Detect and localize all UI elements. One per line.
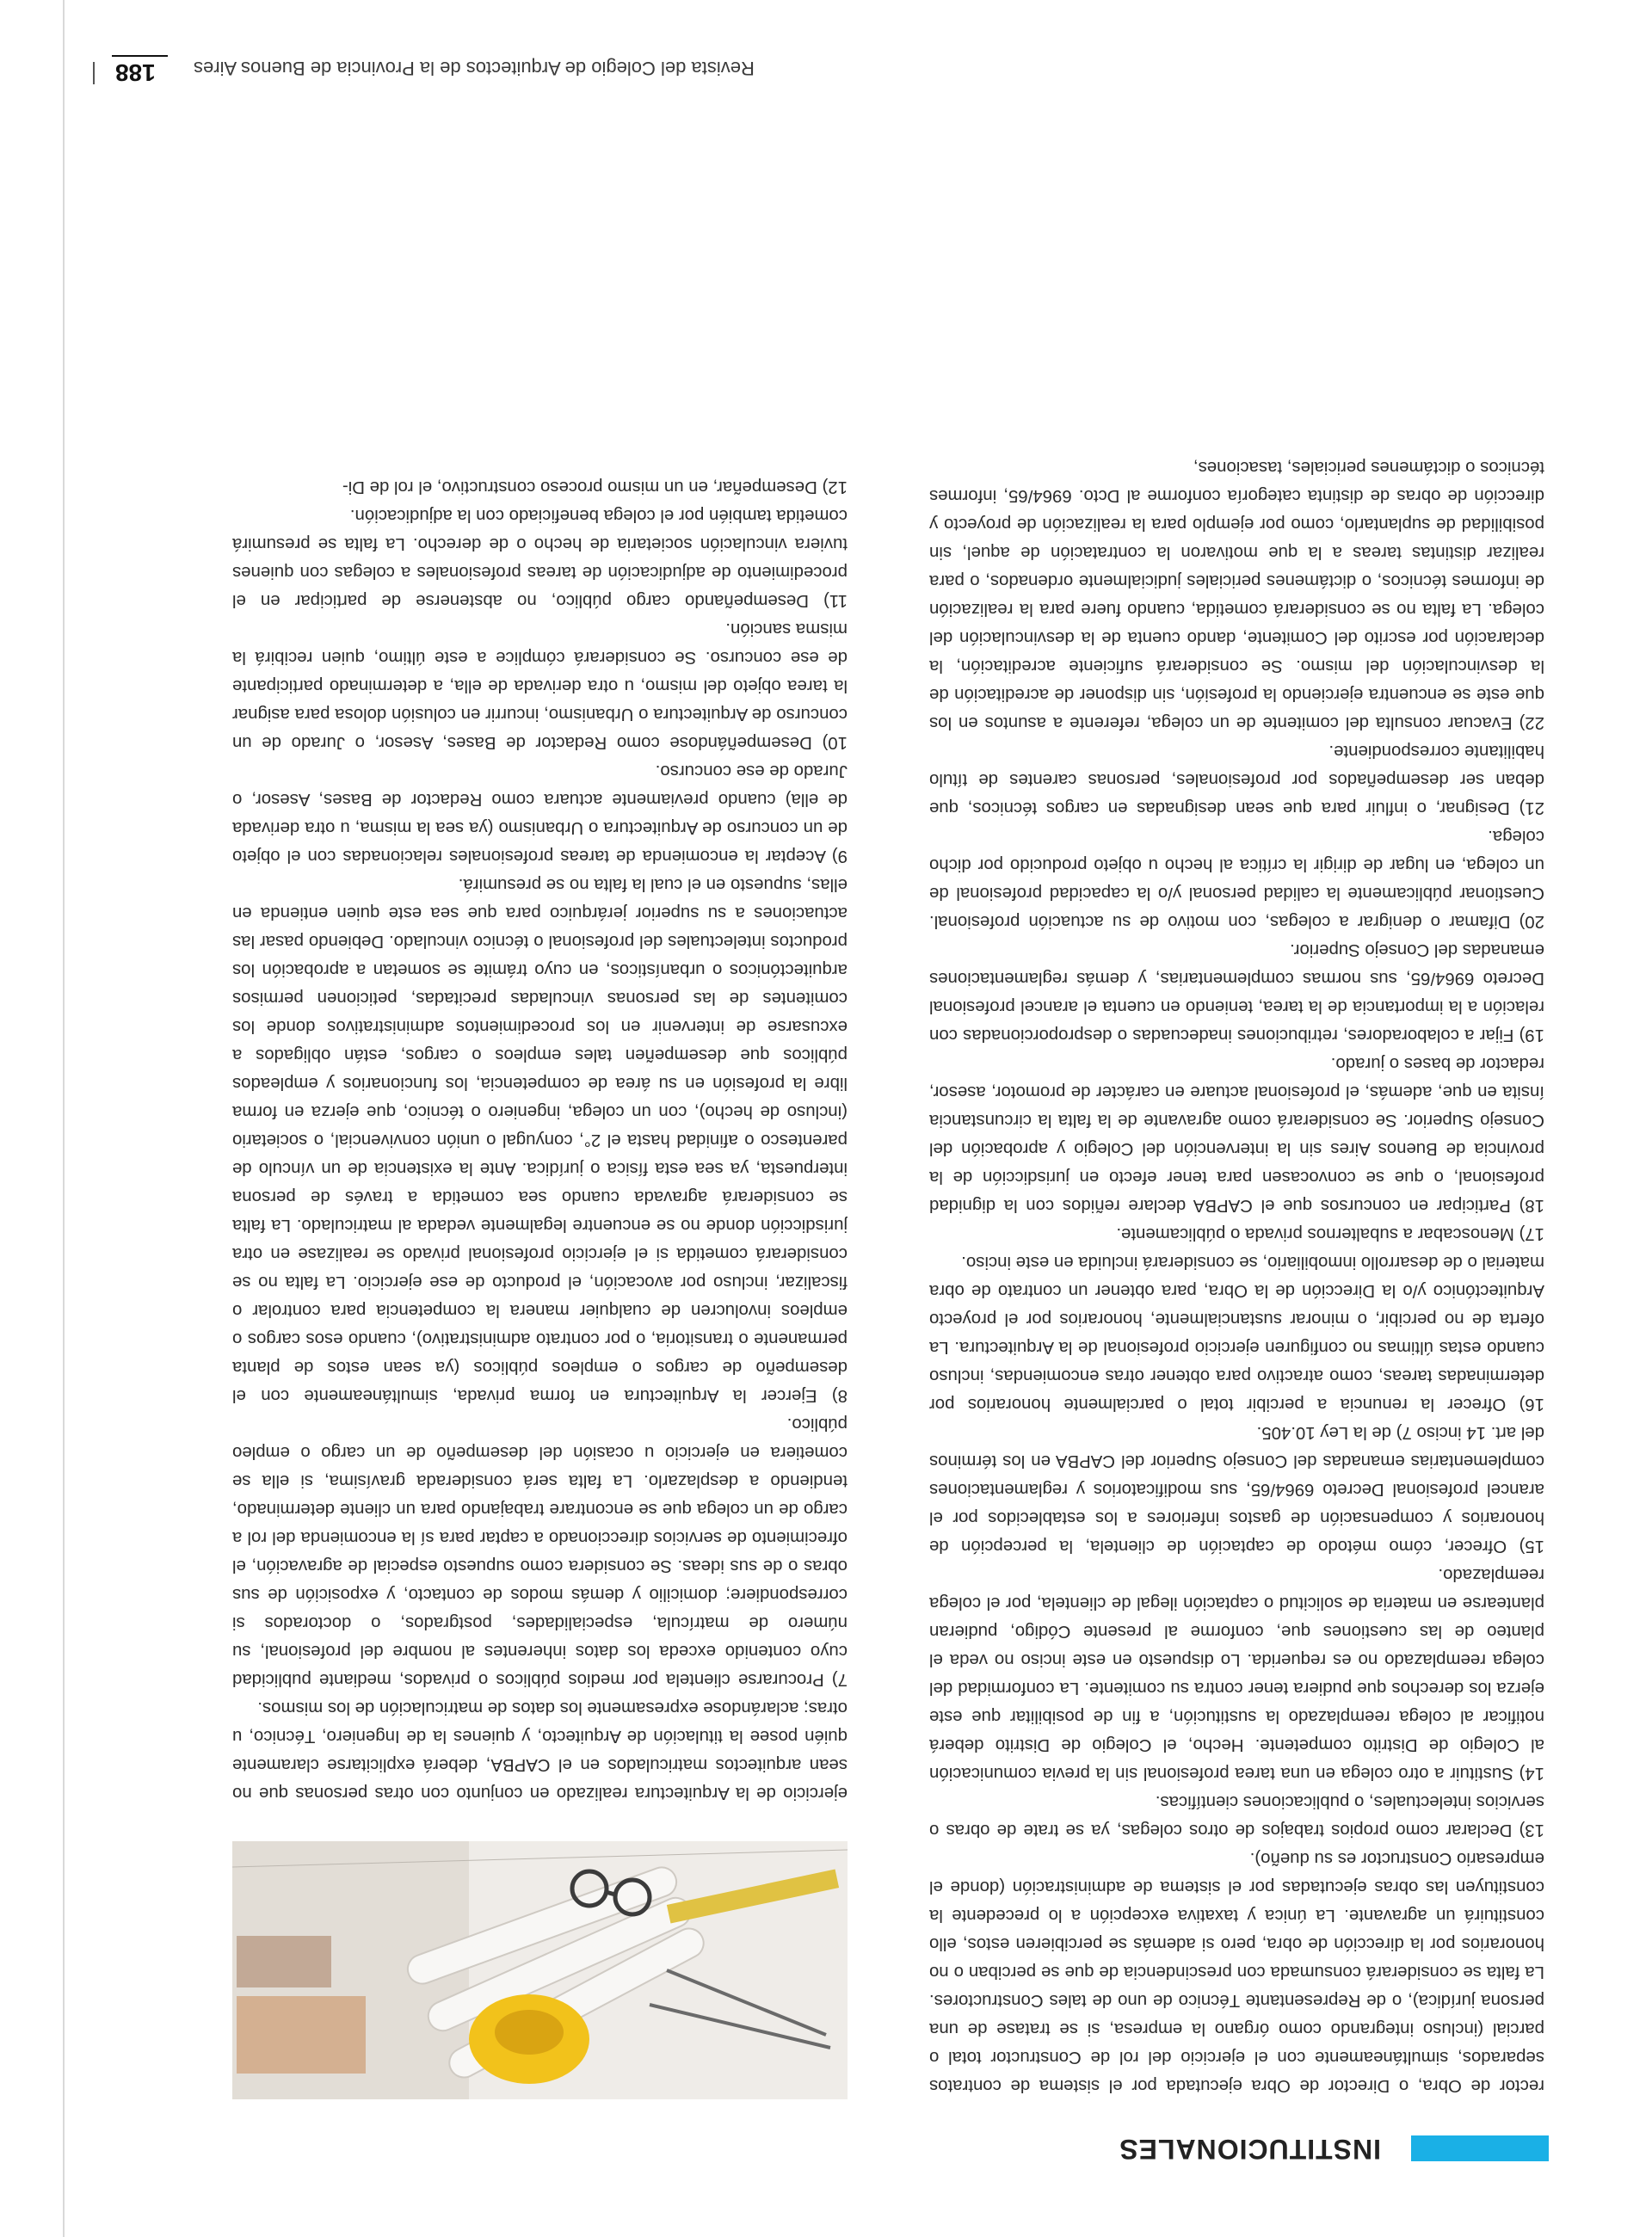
paragraph: 11) Desempeñando cargo público, no abstenerse de participar en el procedimiento de adjudicación de tareas profesionales a colegas con quienes tuviera vinculación societaria de hecho o de derecho. La falta se presumirá cometida también por el colega beneficiado con la adjudicación. xyxy=(232,506,848,610)
paragraph: 9) Aceptar la encomienda de tareas profesionales relacionadas con el objeto de un concurso de Arquitectura o Urbanismo (ya sea la misma, u otra derivada de ella) cuando previamente actuara como Redactor de Bases, Asesor, o Jurado de ese concurso. xyxy=(232,761,848,866)
paragraph: 10) Desempeñándose como Redactor de Bases, Asesor, o Jurado de un concurso de Arquitectura o Urbanismo, incurrir en colusión dolosa para asignar la tarea objeto del mismo, u otra derivada de ella, a determinado participante de ese concurso. Se considerará cómplice a este último, quien recibirá la misma sanción. xyxy=(232,619,848,752)
page-number: 188 xyxy=(112,55,168,86)
footer-tick-mark xyxy=(93,62,95,84)
paragraph: 8) Ejercer la Arquitectura en forma privada, simultáneamente con el desempeño de cargos o empleos públicos (ya sean estos de planta permanente o transitoria, o por contrato administrativo), cuando esos cargos o empleos involucren de cualquier manera la competencia para controlar o fiscalizar, incluso por avocación, el producto de ese ejercicio. La falta no se considerará cometida si el ejercicio profesional privado se realizase en otra jurisdicción donde no se encuentre legalmente vedada al matriculado. La falta se considerará agravada cuando sea cometida a través de persona interpuesta, ya sea esta física o jurídica. Ante la existencia de un vínculo de parentesco o afinidad hasta el 2°, conyugal o unión convivencial, o societario (incluso de hecho), con un colega, ingeniero o técnico, que ejerza en forma libre la profesión en su área de competencia, los funcionarios y empleados públicos que desempeñen tales empleos o cargos, están obligados a excusarse de intervenir en los procedimientos administrativos donde los comitentes de las personas vinculadas precitadas, peticionen permisos arquitectónicos o urbanísticos, en cuyo trámite se sometan a aprobación los productos intelectuales del profesional o técnico vinculado. Debiendo pasar las actuaciones a su superior jerárquico para que sea este quien entienda en ellas, supuesto en el cual la falta no se presumirá. xyxy=(232,875,848,1405)
section-accent-bar xyxy=(1411,2135,1549,2161)
binding-edge-line xyxy=(63,0,65,2237)
paragraph: 18) Participar en concursos que el CAPBA declare reñidos con la dignidad profesional, o que se convocasen para tener efecto en jurisdicción de la provincia de Buenos Aires sin la intervención del Colegio y aprobación del Consejo Superior. Se considerará como agravante de la falta la circunstancia ínsita en que, además, el profesional actuare en carácter de promotor, asesor, redactor de bases o jurado. xyxy=(929,1054,1544,1215)
paragraph: 7) Procurarse clientela por medios públicos o privados, mediante publicidad cuyo contenido exceda los datos inherentes al nombre del profesional, su número de matrícula, especialidades, postgrados, o doctorados si correspondiere; domicilio y demás modos de contacto, y exposición de sus obras o de sus ideas. Se considera como supuesto especial de agravación, el ofrecimiento de servicios direccionado a captar para sí la encomienda del rol a cargo de un colega que se encontrare trabajando para un cliente determinado, tendiendo a desplazarlo. La falta será considerada gravísima, si ella se cometiera en ejercicio u ocasión del desempeño de un cargo o empleo público. xyxy=(232,1414,848,1689)
paragraph: 13) Declarar como propios trabajos de otros colegas, ya se trate de obras o servicios intelectuales, o publicaciones científicas. xyxy=(929,1792,1544,1840)
paragraph: 19) Fijar a colaboradores, retribuciones inadecuadas o desproporcionadas con relación a la importancia de la tarea, teniendo en cuenta el arancel profesional Decreto 6964/65, sus normas complementarias, y demás reglamentaciones emanadas del Consejo Superior. xyxy=(929,940,1544,1045)
architect-desk-photo-icon xyxy=(232,1841,848,2099)
publication-title: Revista del Colegio de Arquitectos de la Provincia de Buenos Aires xyxy=(194,58,755,79)
paragraph: 20) Difamar o denigrar a colegas, con motivo de su actuación profesional. Cuestionar públicamente la calidad personal y/o la capacidad profesional de un colega, en lugar de dirigir la crítica al hecho u objeto producido por dicho colega. xyxy=(929,827,1544,931)
paragraph: 21) Designar, o influir para que sean designadas en cargos técnicos, que deban ser desempeñados por profesionales, personas carentes de título habilitante correspondiente. xyxy=(929,742,1544,817)
page-footer xyxy=(112,43,895,86)
page-header xyxy=(103,2123,1549,2175)
paragraph: 16) Ofrecer la renuncia a percibir total o parcialmente honorarios por determinadas tareas, como atractivo para obtener otras encomiendas, incluso cuando estas últimas no configuren ejercicio profesional de la Arquitectura. La oferta de no percibir, o minorar sustancialmente, honorarios por el proyecto Arquitectónico y/o la Dirección de la Obra, para obtener un contrato de obra material o de desarrollo inmobiliario, se considerará incluida en este inciso. xyxy=(929,1253,1544,1414)
left-text-column xyxy=(929,163,1544,2099)
right-text-column xyxy=(232,163,848,2099)
section-title: INSTITUCIONALES xyxy=(1119,2134,1381,2165)
paragraph: 15) Ofrecer, cómo método de captación de clientela, la percepción de honorarios y compensación de gastos inferiores a los establecidos por el arancel profesional Decreto 6964/65, sus modificatorios y reglamentaciones complementarias emanadas del Consejo Superior del CAPBA en los términos del art. 14 inciso 7) de la Ley 10.405. xyxy=(929,1423,1544,1556)
paragraph: 22) Evacuar consulta del comitente de un colega, referente a asuntos en los que este se encuentra ejerciendo la profesión, sin disponer de acreditación de la desvinculación del mismo. Se considerará suficiente acreditación, la declaración por escrito del Comitente, dando cuenta de la desvinculación del colega. La falta no se considerará cometida, cuando fuere para la realización de informes técnicos, o dictámenes periciales judicialmente ordenados, o para realizar distintas tareas a la que motivaron la contratación de aquel, sin posibilidad de suplantarlo, como por ejemplo para la realización de proyecto y dirección de obras de distinta categoría conforme al Dcto. 6964/65, informes técnicos o dictámenes periciales, tasaciones, xyxy=(929,458,1544,732)
paragraph: ejercicio de la Arquitectura realizado en conjunto con otras personas que no sean arquitectos matriculados en el CAPBA, deberá explicitarse claramente quién posee la titulación de Arquitecto, y quienes la de Ingeniero, Técnico, u otras; aclarándose expresamente los datos de matriculación de los mismos. xyxy=(232,1698,848,1803)
paragraph: 12) Desempeñar, en un mismo proceso constructivo, el rol de Di- xyxy=(342,478,848,496)
paragraph: 14) Sustituir a otro colega en una tarea profesional sin la previa comunicación al Colegio de Distrito competente. Hecho, el Colegio de Distrito deberá notificar al colega reemplazado la sustitución, a fin de posibilitar que este ejerza los derechos que pudiera tener contra su comitente. La conformidad del colega reemplazado no es requerida. Lo dispuesto en este inciso no veda el planteo de las cuestiones que, conforme al presente Código, pudieran plantearse en materia de solicitud o captación ilegal de clientela, por el colega reemplazado. xyxy=(929,1565,1544,1783)
paragraph: 17) Menoscabar a subalternos privada o públicamente. xyxy=(1116,1224,1544,1243)
paragraph: rector de Obra, o Director de Obra ejecutada por el sistema de contratos separados, simultáneamente con el ejercicio del rol de Constructor total o parcial (incluso integrando como órgano la empresa, si se tratase de una persona jurídica), o de Representante Técnico de uno de tales Constructores. La falta se considerará consumada con prescindencia de que se perciban o no honorarios por la dirección de obra, pero si además se percibieren estos, ello constituirá un agravante. La única y taxativa excepción a lo precedente la constituyen las obras ejecutadas por el sistema de administración (donde el empresario Constructor es su dueño). xyxy=(929,1849,1544,2095)
architect-desk-photo xyxy=(232,1841,848,2099)
